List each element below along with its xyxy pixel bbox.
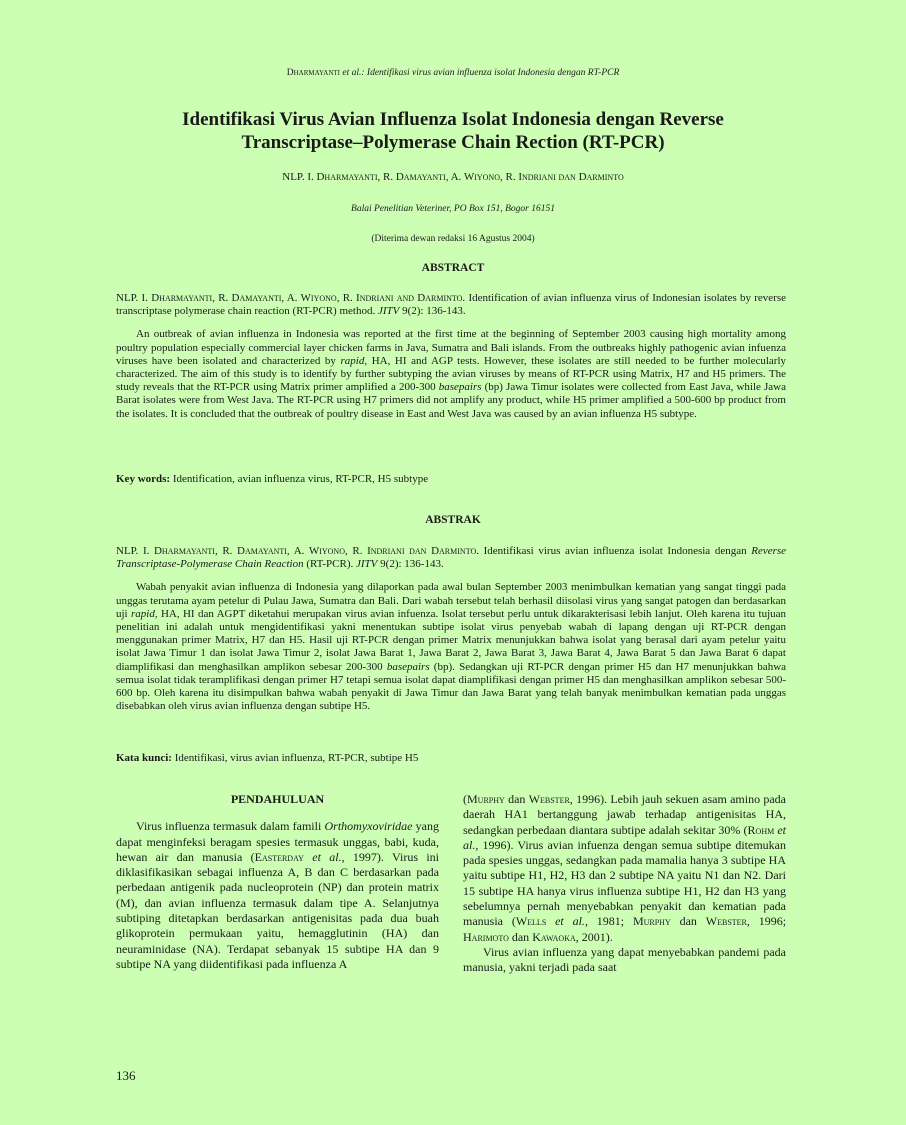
received-date: (Diterima dewan redaksi 16 Agustus 2004) <box>371 234 535 244</box>
running-header: Dharmayanti et al.: Identifikasi virus avian influenza isolat Indonesia dengan RT-PCR <box>286 68 620 78</box>
abstract-heading: ABSTRACT <box>421 262 485 274</box>
title-line-2: Transcriptase–Polymerase Chain Rection (RT-PCR) <box>241 132 665 153</box>
intro-paragraph-2: Virus avian influenza yang dapat menyebabkan pandemi pada manusia, yakni terjadi pada saat <box>463 944 786 975</box>
paper-title <box>120 108 786 154</box>
abstrak-citation: NLP. I. Dharmayanti, R. Damayanti, A. Wiyono, R. Indriani dan Darminto. Identifikasi virus avian influenza isolat Indonesia dengan Reverse Transcriptase-Polymerase Chain Reaction (RT-PCR). JITV 9(2): 136-143. <box>116 545 787 571</box>
abstract-section <box>116 292 786 421</box>
abstract-body: An outbreak of avian influenza in Indonesia was reported at the first time at the beginning of September 2003 causing high mortality among poultry population especially commercial layer chicken farms in Java, Sumatra and Bali islands. From the outbreaks highly pathogenic avian infuenza viruses have been isolated and characterized by rapid, HA, HI and AGP tests. However, these isolates are still needed to be further molecularly characterized. The aim of this study is to identify by further subtyping the avian viruses by means of RT-PCR using Matrix, H7 and H5 primers. The study reveals that the RT-PCR using Matrix primer amplified a 200-300 basepairs (bp) Jawa Timur isolates were collected from East Java, while Jawa Barat isolates were from West Java. The RT-PCR using H7 primers did not amplify any product, while H5 primer amplified a 500-600 bp product from the isolates. It is concluded that the outbreak of poultry disease in East and West Java was caused by an avian influenza H5 subtype. <box>116 328 787 420</box>
abstrak-body: Wabah penyakit avian influenza di Indonesia yang dilaporkan pada awal bulan September 2003 menimbulkan kematian yang sangat tinggi pada unggas terutama ayam petelur di Pulau Jawa, Sumatra dan Bali. Dari wabah tersebut telah berhasil diisolasi virus yang sangat patogen dan berdasarkan uji rapid, HA, HI dan AGPT diketahui merupakan virus avian infuenza. Isolat tersebut perlu untuk dikarakterisasi lebih lanjut. Oleh karena itu tujuan penelitian ini adalah untuk mengidentifikasi yakni menentukan subtipe isolat virus penyebab wabah di lapang dengan uji RT-PCR dengan menggunakan primer Matrix, H7 dan H5. Hasil uji RT-PCR dengan primer Matrix menunjukkan bahwa isolat yang berasal dari ayam petelur yaitu isolat Jawa Timur 1 dan isolat Jawa Timur 2, isolat Jawa Barat 1, Jawa Barat 2, Jawa Barat 3, Jawa Barat 4, Jawa Barat 5 dan Jawa Barat 6 dapat diamplifikasi dan menghasilkan amplikon sebesar 200-300 basepairs (bp). Sedangkan uji RT-PCR dengan primer H5 dan H7 menunjukkan bahwa semua isolat tidak teramplifikasi dengan primer H7 tetapi semua isolat dapat diamplifikasi dengan primer H5 dan menghasilkan amplikon sebesar 500-600 bp. Oleh karena itu disimpulkan bahwa wabah penyakit di Jawa Timur dan Jawa Barat yang telah banyak menimbulkan kematian pada unggas disebabkan oleh virus avian influenza dengan subtipe H5. <box>116 581 787 713</box>
author-list: NLP. I. Dharmayanti, R. Damayanti, A. Wiyono, R. Indriani dan Darminto <box>282 171 624 183</box>
kata-kunci: Kata kunci: Identifikasi, virus avian influenza, RT-PCR, subtipe H5 <box>116 752 419 764</box>
affiliation: Balai Penelitian Veteriner, PO Box 151, Bogor 16151 <box>351 204 555 214</box>
intro-paragraph-1-continued: (Murphy dan Webster, 1996). Lebih jauh sekuen asam amino pada daerah HA1 bertanggung jawab terhadap antigenisitas HA, sedangkan perbedaan diantara subtipe adalah sekitar 30% (Rohm et al., 1996). Virus avian infuenza dengan semua subtipe ditemukan pada spesies unggas, sedangkan pada mamalia hanya 3 subtipe HA yaitu subtipe H1, H2, H3 dan 2 subtipe NA yaitu N1 dan N2. Dari 15 subtipe HA hanya virus influenza subtipe H1, H2 dan H3 yang sebelumnya pernah menyebabkan penyakit dan kematian pada manusia (Wells et al., 1981; Murphy dan Webster, 1996; Harimoto dan Kawaoka, 2001). <box>463 792 787 944</box>
abstract-citation: NLP. I. Dharmayanti, R. Damayanti, A. Wiyono, R. Indriani and Darminto. Identification of avian influenza virus of Indonesian isolates by reverse transcriptase polymerase chain reaction (RT-PCR) method. JITV 9(2): 136-143. <box>116 292 787 318</box>
page-number: 136 <box>116 1068 136 1083</box>
keywords: Key words: Identification, avian influenza virus, RT-PCR, H5 subtype <box>116 473 429 485</box>
intro-paragraph-1: Virus influenza termasuk dalam famili Orthomyxoviridae yang dapat menginfeksi beragam spesies termasuk unggas, babi, kuda, hewan air dan manusia (Easterday et al., 1997). Virus ini diklasifikasikan sebagai influenza A, B dan C berdasarkan pada perbedaan antigenik pada nucleoprotein (NP) dan protein matrix (M), dan avian influenza termasuk dalam tipe A. Selanjutnya subtiping ditetapkan berdasarkan antigenisitas pada dua buah glikoprotein permukaan yaitu, hemagglutinin (HA) dan neuraminidase (NA). Terdapat sebanyak 15 subtipe HA dan 9 subtipe NA yang diidentifikasi pada influenza A <box>116 819 439 971</box>
left-column <box>116 792 439 972</box>
section-heading-pendahuluan: PENDAHULUAN <box>230 792 325 806</box>
right-column <box>463 792 786 976</box>
abstrak-section <box>116 545 786 713</box>
abstrak-heading: ABSTRAK <box>425 514 481 526</box>
title-line-1: Identifikasi Virus Avian Influenza Isolat Indonesia dengan Reverse <box>182 109 724 130</box>
